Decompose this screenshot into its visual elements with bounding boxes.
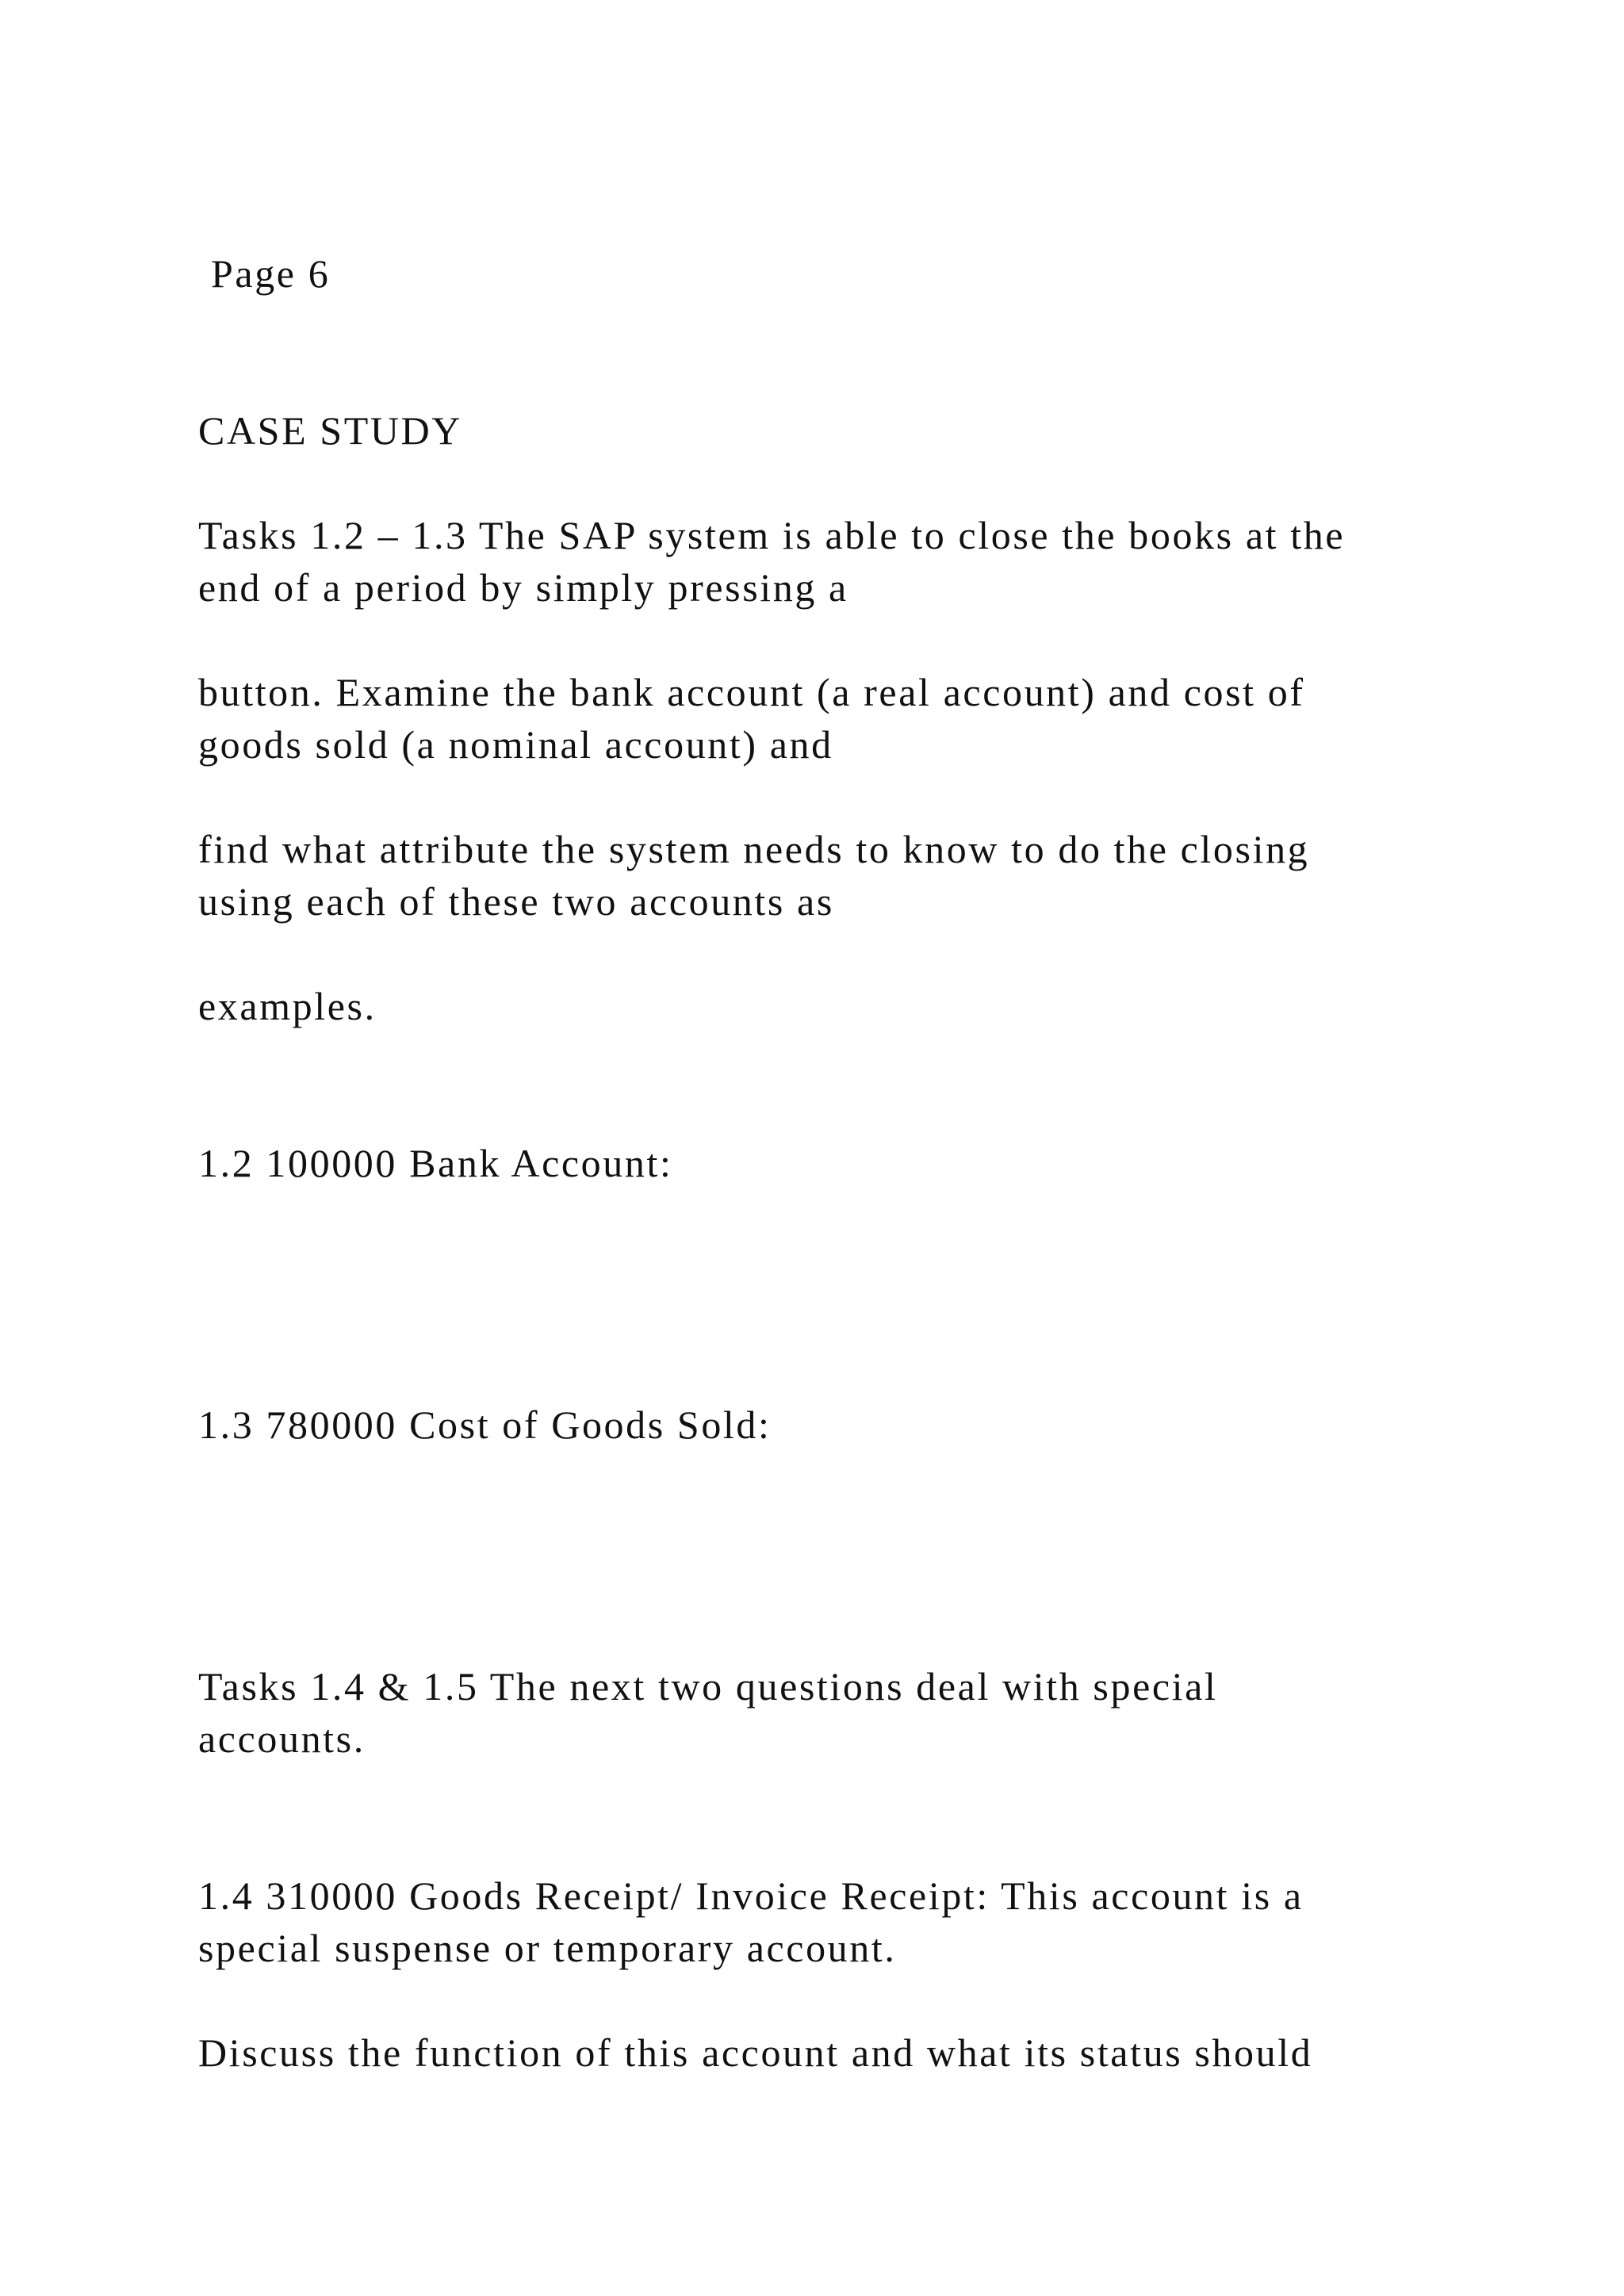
task-1-2-intro-line-4: goods sold (a nominal account) and	[198, 722, 833, 767]
question-1-3: 1.3 780000 Cost of Goods Sold:	[198, 1402, 772, 1447]
task-1-2-intro-line-2: end of a period by simply pressing a	[198, 565, 848, 610]
question-1-4-line-1: 1.4 310000 Goods Receipt/ Invoice Receipt: This account is a	[198, 1873, 1304, 1918]
task-1-4-intro-line-1: Tasks 1.4 & 1.5 The next two questions deal with special	[198, 1664, 1218, 1709]
task-1-2-intro-line-7: examples.	[198, 984, 377, 1028]
page-number: Page 6	[211, 251, 331, 296]
task-1-2-intro-line-5: find what attribute the system needs to know to do the closing	[198, 827, 1310, 871]
task-1-2-intro-line-3: button. Examine the bank account (a real account) and cost of	[198, 670, 1305, 714]
question-1-2: 1.2 100000 Bank Account:	[198, 1141, 673, 1185]
question-1-4-line-2: special suspense or temporary account.	[198, 1926, 897, 1970]
discussion-prompt: Discuss the function of this account and what its status should	[198, 2030, 1313, 2075]
task-1-2-intro-line-1: Tasks 1.2 – 1.3 The SAP system is able to close the books at the	[198, 513, 1346, 557]
page-heading: CASE STUDY	[198, 408, 462, 453]
task-1-2-intro-line-6: using each of these two accounts as	[198, 879, 834, 924]
task-1-4-intro-line-2: accounts.	[198, 1716, 366, 1761]
